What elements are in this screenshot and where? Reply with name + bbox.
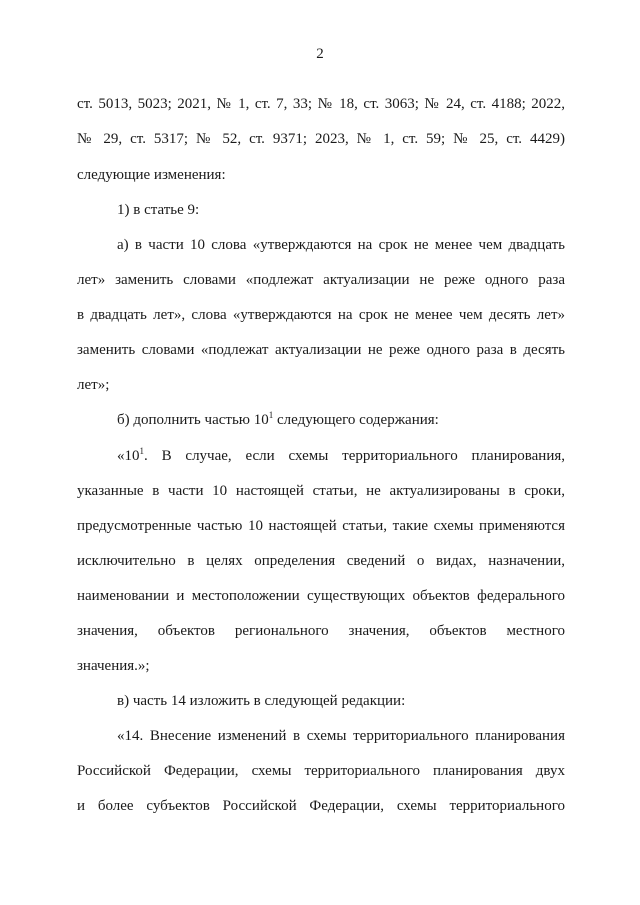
text-line-12: указанные в части 10 настоящей статьи, не актуализированы в сроки, bbox=[77, 483, 565, 499]
text-line-1: ст. 5013, 5023; 2021, № 1, ст. 7, 33; № 18, ст. 3063; № 24, ст. 4188; 2022, bbox=[77, 96, 565, 112]
text-line-8: заменить словами «подлежат актуализации не реже одного раза в десять bbox=[77, 342, 565, 358]
text-line-19: «14. Внесение изменений в схемы территориального планирования bbox=[117, 728, 565, 744]
text-line-13: предусмотренные частью 10 настоящей статьи, такие схемы применяются bbox=[77, 518, 565, 534]
text-line-11 bbox=[117, 446, 565, 466]
text-line-17: значения.»; bbox=[77, 658, 150, 674]
text-line-10-start: б) дополнить частью 10 bbox=[117, 412, 269, 428]
text-line-9: лет»; bbox=[77, 377, 110, 393]
text-line-20: Российской Федерации, схемы территориального планирования двух bbox=[77, 763, 565, 779]
text-line-3: следующие изменения: bbox=[77, 167, 226, 183]
text-line-7: в двадцать лет», слова «утверждаются на срок не менее чем десять лет» bbox=[77, 307, 565, 323]
text-line-4: 1) в статье 9: bbox=[117, 202, 200, 218]
text-line-16: значения, объектов регионального значения, объектов местного bbox=[77, 623, 565, 639]
superscript-1: 1 bbox=[268, 410, 274, 420]
text-line-11-end: . В случае, если схемы территориального планирования, bbox=[144, 448, 565, 464]
text-line-6: лет» заменить словами «подлежат актуализации не реже одного раза bbox=[77, 272, 565, 288]
text-line-21: и более субъектов Российской Федерации, схемы территориального bbox=[77, 798, 565, 814]
text-line-2: № 29, ст. 5317; № 52, ст. 9371; 2023, № 1, ст. 59; № 25, ст. 4429) bbox=[77, 131, 565, 147]
text-line-14: исключительно в целях определения сведений о видах, назначении, bbox=[77, 553, 565, 569]
text-line-10-end: следующего содержания: bbox=[277, 412, 439, 428]
text-line-18: в) часть 14 изложить в следующей редакции: bbox=[117, 693, 406, 709]
text-line-10 bbox=[117, 410, 565, 430]
superscript-2: 1 bbox=[139, 446, 144, 456]
page-number: 2 bbox=[316, 46, 324, 62]
text-line-15: наименовании и местоположении существующих объектов федерального bbox=[77, 588, 565, 604]
text-line-5: а) в части 10 слова «утверждаются на срок не менее чем двадцать bbox=[117, 237, 565, 253]
text-line-11-start: «10 bbox=[117, 448, 140, 464]
